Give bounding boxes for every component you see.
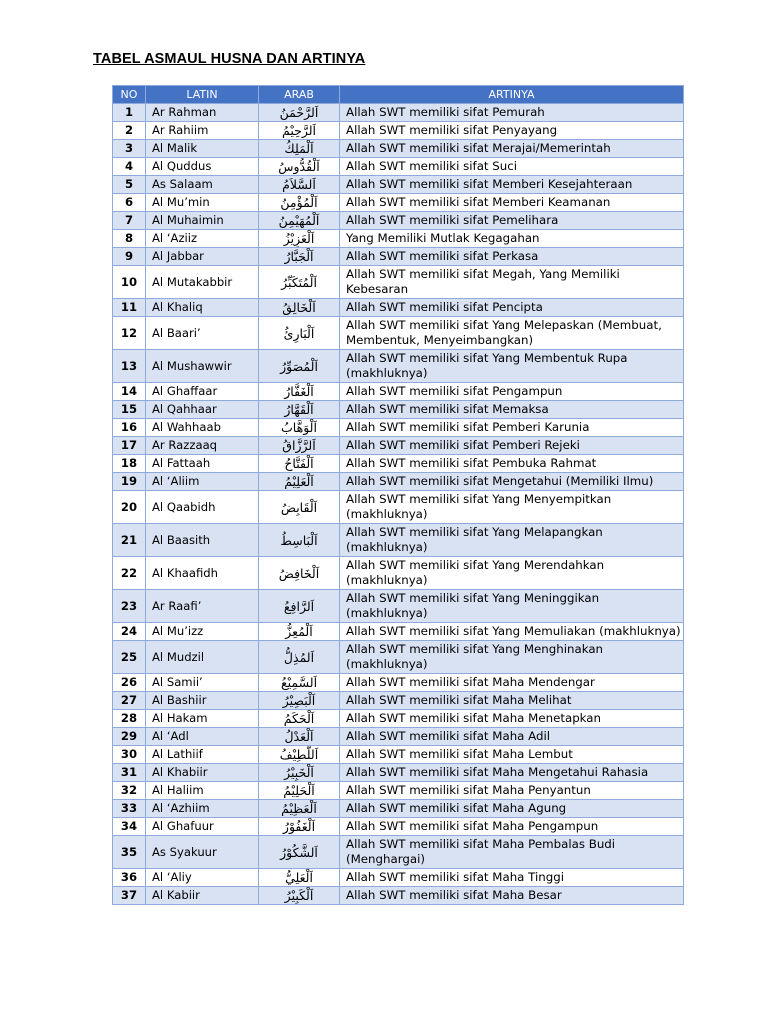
cell-latin: Al Quddus <box>146 158 259 176</box>
table-row <box>113 782 684 800</box>
cell-arab: اَلْعَزِيْزُ <box>259 230 340 248</box>
cell-latin: Ar Rahman <box>146 104 259 122</box>
cell-no: 2 <box>113 122 146 140</box>
cell-no: 15 <box>113 401 146 419</box>
cell-artinya: Allah SWT memiliki sifat Yang Menyempitkan (makhluknya) <box>340 491 684 524</box>
table-row <box>113 869 684 887</box>
table-row <box>113 317 684 350</box>
cell-latin: Al ‘Adl <box>146 728 259 746</box>
cell-no: 22 <box>113 557 146 590</box>
cell-artinya: Yang Memiliki Mutlak Kegagahan <box>340 230 684 248</box>
table-row <box>113 104 684 122</box>
cell-no: 26 <box>113 674 146 692</box>
cell-arab: اَلْبَصِيْرُ <box>259 692 340 710</box>
cell-latin: Al Muhaimin <box>146 212 259 230</box>
cell-no: 14 <box>113 383 146 401</box>
cell-latin: Al Samii’ <box>146 674 259 692</box>
table-row <box>113 350 684 383</box>
table-row <box>113 887 684 905</box>
cell-no: 8 <box>113 230 146 248</box>
cell-latin: Al Lathiif <box>146 746 259 764</box>
table-row <box>113 248 684 266</box>
cell-artinya: Allah SWT memiliki sifat Yang Membentuk Rupa (makhluknya) <box>340 350 684 383</box>
cell-latin: Ar Raafi’ <box>146 590 259 623</box>
table-row <box>113 158 684 176</box>
cell-artinya: Allah SWT memiliki sifat Maha Penyantun <box>340 782 684 800</box>
cell-latin: Al Mu’izz <box>146 623 259 641</box>
cell-arab: اَلسَّلاَمُ <box>259 176 340 194</box>
table-row <box>113 674 684 692</box>
cell-no: 12 <box>113 317 146 350</box>
table-row <box>113 194 684 212</box>
cell-latin: Al Mudzil <box>146 641 259 674</box>
cell-no: 6 <box>113 194 146 212</box>
cell-arab: اَلرَّزَّاقُ <box>259 437 340 455</box>
table-row <box>113 419 684 437</box>
cell-latin: As Syakuur <box>146 836 259 869</box>
cell-arab: اَلْخَبِيْرُ <box>259 764 340 782</box>
cell-no: 4 <box>113 158 146 176</box>
cell-artinya: Allah SWT memiliki sifat Maha Agung <box>340 800 684 818</box>
cell-artinya: Allah SWT memiliki sifat Memaksa <box>340 401 684 419</box>
cell-no: 33 <box>113 800 146 818</box>
table-row <box>113 590 684 623</box>
cell-latin: Al Hakam <box>146 710 259 728</box>
cell-arab: اَلْحَلِيْمُ <box>259 782 340 800</box>
cell-latin: Al Qaabidh <box>146 491 259 524</box>
header-arab: ARAB <box>259 86 340 104</box>
cell-artinya: Allah SWT memiliki sifat Pemberi Rejeki <box>340 437 684 455</box>
cell-no: 24 <box>113 623 146 641</box>
cell-artinya: Allah SWT memiliki sifat Maha Tinggi <box>340 869 684 887</box>
table-body <box>113 104 684 905</box>
cell-artinya: Allah SWT memiliki sifat Maha Adil <box>340 728 684 746</box>
cell-latin: Al ‘Aliy <box>146 869 259 887</box>
cell-artinya: Allah SWT memiliki sifat Pemelihara <box>340 212 684 230</box>
table-row <box>113 230 684 248</box>
cell-artinya: Allah SWT memiliki sifat Yang Memuliakan (makhluknya) <box>340 623 684 641</box>
cell-arab: اَلْعَلِيُّ <box>259 869 340 887</box>
table-row <box>113 140 684 158</box>
cell-arab: اَلْعَلِيْمُ <box>259 473 340 491</box>
cell-artinya: Allah SWT memiliki sifat Merajai/Memerintah <box>340 140 684 158</box>
cell-latin: Al Qahhaar <box>146 401 259 419</box>
table-row <box>113 524 684 557</box>
cell-latin: Al Kabiir <box>146 887 259 905</box>
cell-no: 30 <box>113 746 146 764</box>
cell-latin: Al Mutakabbir <box>146 266 259 299</box>
table-row <box>113 557 684 590</box>
cell-latin: Al Bashiir <box>146 692 259 710</box>
cell-arab: اَلْعَدْلُ <box>259 728 340 746</box>
cell-arab: اَلسَّمِيْعُ <box>259 674 340 692</box>
cell-artinya: Allah SWT memiliki sifat Maha Menetapkan <box>340 710 684 728</box>
cell-no: 16 <box>113 419 146 437</box>
cell-arab: اَلْمُهَيْمِنُ <box>259 212 340 230</box>
cell-latin: Al Baasith <box>146 524 259 557</box>
header-latin: LATIN <box>146 86 259 104</box>
cell-no: 11 <box>113 299 146 317</box>
cell-arab: اَلرَّحِيْمُ <box>259 122 340 140</box>
cell-no: 23 <box>113 590 146 623</box>
cell-no: 13 <box>113 350 146 383</box>
table-row <box>113 401 684 419</box>
cell-arab: اَلْكَبِيْرُ <box>259 887 340 905</box>
cell-arab: اَلْقَابِضُ <box>259 491 340 524</box>
cell-arab: اَلْمُؤْمِنُ <box>259 194 340 212</box>
table-row <box>113 122 684 140</box>
cell-no: 19 <box>113 473 146 491</box>
cell-no: 36 <box>113 869 146 887</box>
asmaul-husna-table <box>112 85 684 905</box>
cell-latin: Ar Rahiim <box>146 122 259 140</box>
cell-arab: اَلْبَارِئُ <box>259 317 340 350</box>
cell-arab: اَلْعَظِيْمُ <box>259 800 340 818</box>
cell-no: 32 <box>113 782 146 800</box>
cell-artinya: Allah SWT memiliki sifat Pemurah <box>340 104 684 122</box>
cell-artinya: Allah SWT memiliki sifat Yang Melepaskan (Membuat, Membentuk, Menyeimbangkan) <box>340 317 684 350</box>
cell-artinya: Allah SWT memiliki sifat Suci <box>340 158 684 176</box>
cell-latin: Al Haliim <box>146 782 259 800</box>
table-row <box>113 800 684 818</box>
cell-arab: اَلْمُعِزُّ <box>259 623 340 641</box>
cell-arab: اَلْخَافِضُ <box>259 557 340 590</box>
table-row <box>113 299 684 317</box>
cell-no: 34 <box>113 818 146 836</box>
table-row <box>113 266 684 299</box>
cell-latin: Al Khaliq <box>146 299 259 317</box>
cell-no: 31 <box>113 764 146 782</box>
cell-arab: اَلْبَاسِطُ <box>259 524 340 557</box>
header-no: NO <box>113 86 146 104</box>
cell-artinya: Allah SWT memiliki sifat Yang Melapangkan (makhluknya) <box>340 524 684 557</box>
cell-no: 29 <box>113 728 146 746</box>
cell-latin: Al ‘Azhiim <box>146 800 259 818</box>
cell-arab: اَلْخَالِقُ <box>259 299 340 317</box>
cell-arab: اَلْغَفُوْرُ <box>259 818 340 836</box>
table-header-row <box>113 86 684 104</box>
cell-arab: اَلْقَهَّارُ <box>259 401 340 419</box>
cell-no: 25 <box>113 641 146 674</box>
table-row <box>113 491 684 524</box>
header-artinya: ARTINYA <box>340 86 684 104</box>
cell-artinya: Allah SWT memiliki sifat Yang Menghinakan (makhluknya) <box>340 641 684 674</box>
cell-no: 18 <box>113 455 146 473</box>
cell-arab: اَلْفَتَّاحُ <box>259 455 340 473</box>
cell-latin: Al Jabbar <box>146 248 259 266</box>
cell-artinya: Allah SWT memiliki sifat Yang Merendahkan (makhluknya) <box>340 557 684 590</box>
cell-arab: اَلْحَكَمُ <box>259 710 340 728</box>
cell-arab: اَلشَّكُوْرُ <box>259 836 340 869</box>
cell-artinya: Allah SWT memiliki sifat Mengetahui (Memiliki Ilmu) <box>340 473 684 491</box>
cell-arab: اَلْوَهَّابُ <box>259 419 340 437</box>
cell-no: 9 <box>113 248 146 266</box>
table-row <box>113 212 684 230</box>
cell-artinya: Allah SWT memiliki sifat Maha Mendengar <box>340 674 684 692</box>
cell-artinya: Allah SWT memiliki sifat Maha Lembut <box>340 746 684 764</box>
cell-latin: Al Baari’ <box>146 317 259 350</box>
table-row <box>113 692 684 710</box>
table-row <box>113 728 684 746</box>
cell-arab: اَلْمَلِكُ <box>259 140 340 158</box>
cell-no: 1 <box>113 104 146 122</box>
table-row <box>113 710 684 728</box>
cell-artinya: Allah SWT memiliki sifat Maha Besar <box>340 887 684 905</box>
table-row <box>113 383 684 401</box>
cell-latin: Al ‘Aliim <box>146 473 259 491</box>
cell-latin: Al Malik <box>146 140 259 158</box>
table-row <box>113 473 684 491</box>
cell-no: 20 <box>113 491 146 524</box>
cell-latin: Ar Razzaaq <box>146 437 259 455</box>
table-row <box>113 176 684 194</box>
cell-arab: اَللَّطِيْفُ <box>259 746 340 764</box>
cell-latin: Al Wahhaab <box>146 419 259 437</box>
cell-artinya: Allah SWT memiliki sifat Maha Melihat <box>340 692 684 710</box>
table-row <box>113 818 684 836</box>
table-row <box>113 746 684 764</box>
cell-no: 37 <box>113 887 146 905</box>
cell-arab: اَلمُذِلُّ <box>259 641 340 674</box>
cell-artinya: Allah SWT memiliki sifat Pembuka Rahmat <box>340 455 684 473</box>
cell-arab: اَلْمُتَكَبِّرُ <box>259 266 340 299</box>
cell-latin: Al ‘Aziiz <box>146 230 259 248</box>
cell-arab: اَلرَّحْمَنُ <box>259 104 340 122</box>
cell-no: 3 <box>113 140 146 158</box>
cell-artinya: Allah SWT memiliki sifat Penyayang <box>340 122 684 140</box>
cell-no: 7 <box>113 212 146 230</box>
cell-arab: اَلْقُدُّوسُ <box>259 158 340 176</box>
cell-artinya: Allah SWT memiliki sifat Pengampun <box>340 383 684 401</box>
table-row <box>113 455 684 473</box>
cell-no: 27 <box>113 692 146 710</box>
cell-no: 5 <box>113 176 146 194</box>
table-row <box>113 437 684 455</box>
table-row <box>113 641 684 674</box>
table-row <box>113 623 684 641</box>
table-row <box>113 764 684 782</box>
cell-artinya: Allah SWT memiliki sifat Memberi Kesejahteraan <box>340 176 684 194</box>
cell-artinya: Allah SWT memiliki sifat Pencipta <box>340 299 684 317</box>
cell-arab: اَلْغَفَّارُ <box>259 383 340 401</box>
cell-no: 10 <box>113 266 146 299</box>
cell-no: 17 <box>113 437 146 455</box>
cell-artinya: Allah SWT memiliki sifat Maha Pengampun <box>340 818 684 836</box>
cell-arab: اَلرَّافِعُ <box>259 590 340 623</box>
cell-no: 28 <box>113 710 146 728</box>
cell-no: 35 <box>113 836 146 869</box>
cell-no: 21 <box>113 524 146 557</box>
cell-artinya: Allah SWT memiliki sifat Perkasa <box>340 248 684 266</box>
cell-arab: اَلْجَبَّارُ <box>259 248 340 266</box>
cell-artinya: Allah SWT memiliki sifat Pemberi Karunia <box>340 419 684 437</box>
cell-artinya: Allah SWT memiliki sifat Megah, Yang Memiliki Kebesaran <box>340 266 684 299</box>
cell-latin: Al Ghaffaar <box>146 383 259 401</box>
cell-artinya: Allah SWT memiliki sifat Memberi Keamanan <box>340 194 684 212</box>
cell-arab: اَلْمُصَوِّرُ <box>259 350 340 383</box>
cell-latin: Al Khabiir <box>146 764 259 782</box>
cell-latin: Al Ghafuur <box>146 818 259 836</box>
page-title: TABEL ASMAUL HUSNA DAN ARTINYA <box>93 51 366 67</box>
cell-latin: As Salaam <box>146 176 259 194</box>
cell-latin: Al Fattaah <box>146 455 259 473</box>
table-row <box>113 836 684 869</box>
cell-artinya: Allah SWT memiliki sifat Maha Pembalas Budi (Menghargai) <box>340 836 684 869</box>
cell-latin: Al Mu’min <box>146 194 259 212</box>
cell-artinya: Allah SWT memiliki sifat Yang Meninggikan (makhluknya) <box>340 590 684 623</box>
cell-latin: Al Mushawwir <box>146 350 259 383</box>
cell-latin: Al Khaafidh <box>146 557 259 590</box>
cell-artinya: Allah SWT memiliki sifat Maha Mengetahui Rahasia <box>340 764 684 782</box>
